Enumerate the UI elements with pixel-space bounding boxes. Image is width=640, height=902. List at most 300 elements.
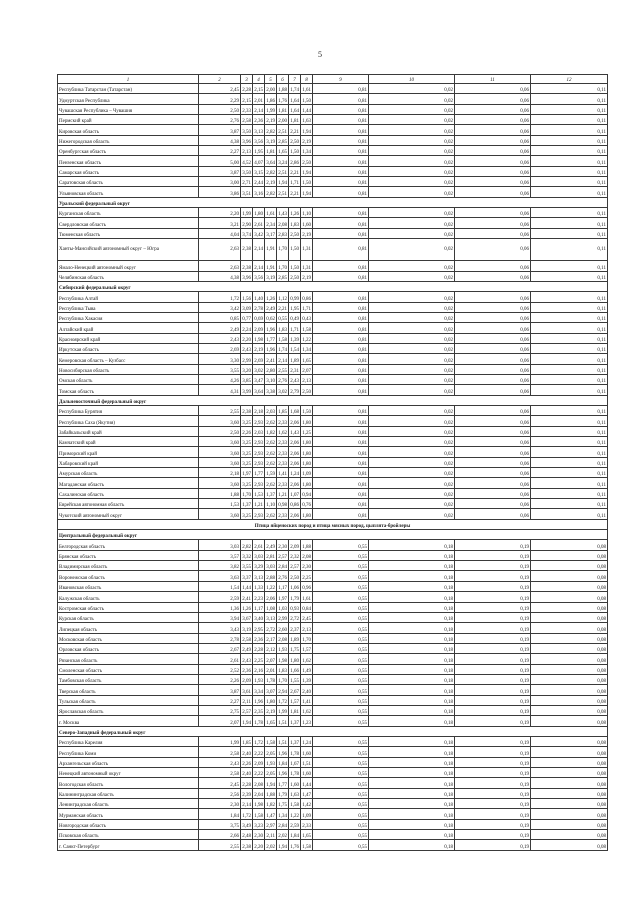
value-cell: 0,11 <box>531 468 608 478</box>
value-cell: 1,34 <box>301 343 313 353</box>
value-cell: 3,13 <box>265 612 277 622</box>
table-row <box>58 405 608 415</box>
value-cell: 1,51 <box>277 736 289 746</box>
value-cell: 2,82 <box>265 125 277 135</box>
value-cell: 0,02 <box>369 312 455 322</box>
region-name-cell: Алтайский край <box>58 323 199 333</box>
table-row <box>58 768 608 778</box>
value-cell: 3,67 <box>241 612 253 622</box>
value-cell: 0,81 <box>313 104 369 114</box>
value-cell: 2,19 <box>265 177 277 187</box>
value-cell: 3,96 <box>241 135 253 145</box>
region-name-cell: Ханты-Мансийский автономный округ – Югра <box>58 239 199 261</box>
federal-district-title: Дальневосточный федеральный округ <box>58 395 608 405</box>
value-cell: 1,83 <box>277 323 289 333</box>
value-cell: 0,55 <box>313 716 369 726</box>
value-cell: 2,08 <box>277 218 289 228</box>
table-row <box>58 716 608 726</box>
value-cell: 1,10 <box>301 208 313 218</box>
table-row <box>58 156 608 166</box>
value-cell: 1,72 <box>277 695 289 705</box>
value-cell: 2,05 <box>265 747 277 757</box>
value-cell: 2,50 <box>199 426 241 436</box>
region-name-cell: Красноярский край <box>58 333 199 343</box>
value-cell: 0,55 <box>313 664 369 674</box>
value-cell: 2,82 <box>241 540 253 550</box>
value-cell: 0,55 <box>313 633 369 643</box>
value-cell: 0,18 <box>369 602 455 612</box>
table-row <box>58 84 608 94</box>
value-cell: 3,86 <box>199 187 241 197</box>
value-cell: 0,55 <box>313 840 369 850</box>
value-cell: 2,62 <box>265 447 277 457</box>
value-cell: 0,08 <box>531 736 608 746</box>
table-row <box>58 592 608 602</box>
value-cell: 1,66 <box>289 664 301 674</box>
value-cell: 0,02 <box>369 187 455 197</box>
value-cell: 0,11 <box>531 84 608 94</box>
value-cell: 0,02 <box>369 426 455 436</box>
value-cell: 0,55 <box>313 592 369 602</box>
value-cell: 3,87 <box>199 685 241 695</box>
value-cell: 2,61 <box>253 540 265 550</box>
value-cell: 2,09 <box>253 323 265 333</box>
value-cell: 0,18 <box>369 747 455 757</box>
value-cell: 0,06 <box>455 115 531 125</box>
value-cell: 2,50 <box>289 135 301 145</box>
coefficients-table <box>57 74 608 851</box>
table-row <box>58 374 608 384</box>
value-cell: 1,07 <box>289 488 301 498</box>
value-cell: 0,06 <box>455 84 531 94</box>
region-name-cell: Пензенская область <box>58 156 199 166</box>
value-cell: 0,11 <box>531 156 608 166</box>
value-cell: 0,06 <box>455 187 531 197</box>
value-cell: 1,64 <box>289 94 301 104</box>
value-cell: 0,81 <box>313 292 369 302</box>
value-cell: 0,18 <box>369 788 455 798</box>
value-cell: 0,06 <box>455 426 531 436</box>
value-cell: 1,58 <box>301 323 313 333</box>
value-cell: 0,81 <box>313 135 369 145</box>
value-cell: 0,18 <box>369 561 455 571</box>
value-cell: 1,60 <box>301 747 313 757</box>
value-cell: 3,61 <box>241 685 253 695</box>
value-cell: 1,24 <box>289 468 301 478</box>
value-cell: 1,71 <box>301 302 313 312</box>
table-row <box>58 104 608 114</box>
value-cell: 0,11 <box>531 187 608 197</box>
value-cell: 0,06 <box>455 323 531 333</box>
value-cell: 1,94 <box>265 778 277 788</box>
column-header: 2 <box>199 75 241 84</box>
value-cell: 1,63 <box>289 788 301 798</box>
value-cell: 1,94 <box>301 125 313 135</box>
value-cell: 1,98 <box>253 333 265 343</box>
table-row <box>58 426 608 436</box>
value-cell: 1,50 <box>289 261 301 271</box>
value-cell: 2,20 <box>241 333 253 343</box>
value-cell: 0,11 <box>531 125 608 135</box>
value-cell: 1,77 <box>265 333 277 343</box>
value-cell: 1,88 <box>265 788 277 798</box>
region-name-cell: Чукотский автономный округ <box>58 509 199 519</box>
value-cell: 3,63 <box>199 571 241 581</box>
value-cell: 2,09 <box>289 540 301 550</box>
value-cell: 3,87 <box>199 166 241 176</box>
table-row <box>58 323 608 333</box>
value-cell: 1,80 <box>301 509 313 519</box>
value-cell: 0,19 <box>455 581 531 591</box>
value-cell: 3,19 <box>241 623 253 633</box>
value-cell: 1,99 <box>199 736 241 746</box>
value-cell: 1,75 <box>289 643 301 653</box>
table-row <box>58 239 608 261</box>
value-cell: 2,61 <box>253 218 265 228</box>
value-cell: 0,81 <box>313 239 369 261</box>
region-name-cell: Республика Саха (Якутия) <box>58 416 199 426</box>
value-cell: 0,18 <box>369 819 455 829</box>
value-cell: 1,68 <box>289 405 301 415</box>
value-cell: 2,00 <box>265 84 277 94</box>
value-cell: 3,47 <box>253 374 265 384</box>
value-cell: 2,04 <box>253 788 265 798</box>
value-cell: 2,50 <box>199 104 241 114</box>
value-cell: 0,11 <box>531 208 608 218</box>
value-cell: 2,58 <box>199 768 241 778</box>
value-cell: 0,11 <box>531 94 608 104</box>
region-name-cell: Оренбургская область <box>58 146 199 156</box>
value-cell: 2,83 <box>277 228 289 238</box>
value-cell: 1,94 <box>241 716 253 726</box>
value-cell: 1,25 <box>301 426 313 436</box>
value-cell: 1,60 <box>301 768 313 778</box>
value-cell: 0,11 <box>531 177 608 187</box>
value-cell: 2,28 <box>253 643 265 653</box>
value-cell: 1,31 <box>301 261 313 271</box>
value-cell: 1,50 <box>301 405 313 415</box>
value-cell: 3,75 <box>199 819 241 829</box>
value-cell: 2,30 <box>301 561 313 571</box>
value-cell: 1,77 <box>253 468 265 478</box>
value-cell: 2,32 <box>289 550 301 560</box>
value-cell: 2,19 <box>265 705 277 715</box>
value-cell: 1,70 <box>277 261 289 271</box>
value-cell: 1,65 <box>265 716 277 726</box>
region-name-cell: Мурманская область <box>58 809 199 819</box>
table-row <box>58 809 608 819</box>
value-cell: 2,21 <box>277 302 289 312</box>
value-cell: 1,88 <box>301 540 313 550</box>
value-cell: 0,94 <box>301 488 313 498</box>
value-cell: 1,80 <box>301 447 313 457</box>
value-cell: 1,44 <box>301 104 313 114</box>
value-cell: 0,55 <box>313 602 369 612</box>
value-cell: 0,55 <box>313 695 369 705</box>
value-cell: 1,98 <box>253 799 265 809</box>
value-cell: 2,15 <box>241 94 253 104</box>
value-cell: 2,08 <box>277 633 289 643</box>
value-cell: 2,21 <box>289 125 301 135</box>
value-cell: 0,19 <box>455 705 531 715</box>
value-cell: 2,58 <box>241 115 253 125</box>
value-cell: 0,81 <box>313 146 369 156</box>
federal-district-title: Центральный федеральный округ <box>58 530 608 540</box>
value-cell: 0,18 <box>369 830 455 840</box>
value-cell: 0,69 <box>253 312 265 322</box>
value-cell: 3,10 <box>265 374 277 384</box>
value-cell: 3,09 <box>241 302 253 312</box>
value-cell: 2,62 <box>265 478 277 488</box>
value-cell: 0,55 <box>313 643 369 653</box>
value-cell: 1,42 <box>301 799 313 809</box>
value-cell: 2,12 <box>265 643 277 653</box>
value-cell: 0,11 <box>531 292 608 302</box>
value-cell: 0,55 <box>313 705 369 715</box>
value-cell: 0,18 <box>369 840 455 850</box>
value-cell: 0,08 <box>531 840 608 850</box>
value-cell: 0,81 <box>313 499 369 509</box>
value-cell: 1,93 <box>277 643 289 653</box>
value-cell: 0,18 <box>369 664 455 674</box>
value-cell: 0,81 <box>313 302 369 312</box>
value-cell: 0,08 <box>531 602 608 612</box>
value-cell: 0,06 <box>455 146 531 156</box>
value-cell: 0,19 <box>455 757 531 767</box>
value-cell: 1,53 <box>253 488 265 498</box>
value-cell: 2,06 <box>265 592 277 602</box>
value-cell: 2,16 <box>253 664 265 674</box>
value-cell: 0,19 <box>455 819 531 829</box>
value-cell: 0,02 <box>369 125 455 135</box>
region-name-cell: Республика Тыва <box>58 302 199 312</box>
value-cell: 0,81 <box>313 478 369 488</box>
value-cell: 1,96 <box>277 768 289 778</box>
value-cell: 0,11 <box>531 499 608 509</box>
value-cell: 1,03 <box>277 602 289 612</box>
value-cell: 0,84 <box>301 602 313 612</box>
value-cell: 0,81 <box>313 457 369 467</box>
value-cell: 0,06 <box>455 364 531 374</box>
page-number: 5 <box>318 50 322 59</box>
value-cell: 0,81 <box>313 447 369 457</box>
value-cell: 0,06 <box>455 333 531 343</box>
value-cell: 3,60 <box>199 457 241 467</box>
value-cell: 0,02 <box>369 364 455 374</box>
region-name-cell: Брянская область <box>58 550 199 560</box>
value-cell: 2,15 <box>253 84 265 94</box>
value-cell: 3,85 <box>241 374 253 384</box>
value-cell: 0,86 <box>289 499 301 509</box>
value-cell: 1,80 <box>289 654 301 664</box>
value-cell: 0,06 <box>455 385 531 395</box>
value-cell: 2,99 <box>241 354 253 364</box>
table-row <box>58 166 608 176</box>
value-cell: 3,60 <box>199 509 241 519</box>
value-cell: 0,06 <box>455 468 531 478</box>
value-cell: 1,54 <box>199 581 241 591</box>
value-cell: 2,06 <box>289 447 301 457</box>
value-cell: 0,55 <box>313 788 369 798</box>
value-cell: 0,55 <box>313 778 369 788</box>
table-row <box>58 261 608 271</box>
value-cell: 0,18 <box>369 705 455 715</box>
value-cell: 2,09 <box>241 674 253 684</box>
value-cell: 1,41 <box>301 695 313 705</box>
value-cell: 2,08 <box>253 778 265 788</box>
value-cell: 1,53 <box>199 499 241 509</box>
value-cell: 0,86 <box>301 292 313 302</box>
value-cell: 4,26 <box>199 374 241 384</box>
value-cell: 0,81 <box>313 364 369 374</box>
region-name-cell: Челябинская область <box>58 271 199 281</box>
value-cell: 1,85 <box>277 405 289 415</box>
column-header: 10 <box>369 75 455 84</box>
value-cell: 2,14 <box>253 104 265 114</box>
value-cell: 1,81 <box>289 115 301 125</box>
value-cell: 0,02 <box>369 156 455 166</box>
value-cell: 0,19 <box>455 674 531 684</box>
value-cell: 0,08 <box>531 623 608 633</box>
column-header: 5 <box>265 75 277 84</box>
table-row <box>58 623 608 633</box>
value-cell: 1,61 <box>301 592 313 602</box>
value-cell: 0,06 <box>455 488 531 498</box>
value-cell: 0,02 <box>369 84 455 94</box>
value-cell: 0,19 <box>455 550 531 560</box>
value-cell: 0,81 <box>313 218 369 228</box>
value-cell: 2,93 <box>253 437 265 447</box>
table-row <box>58 540 608 550</box>
value-cell: 0,02 <box>369 333 455 343</box>
value-cell: 0,11 <box>531 333 608 343</box>
value-cell: 0,81 <box>313 84 369 94</box>
value-cell: 1,58 <box>289 799 301 809</box>
value-cell: 0,18 <box>369 633 455 643</box>
value-cell: 2,76 <box>277 374 289 384</box>
region-name-cell: Рязанская область <box>58 654 199 664</box>
value-cell: 2,52 <box>199 664 241 674</box>
region-name-cell: Костромская область <box>58 602 199 612</box>
value-cell: 2,36 <box>253 115 265 125</box>
value-cell: 0,06 <box>455 499 531 509</box>
value-cell: 3,82 <box>199 561 241 571</box>
value-cell: 2,49 <box>265 302 277 312</box>
value-cell: 2,38 <box>241 405 253 415</box>
value-cell: 1,78 <box>265 674 277 684</box>
region-name-cell: г. Москва <box>58 716 199 726</box>
value-cell: 0,43 <box>301 312 313 322</box>
table-row <box>58 602 608 612</box>
value-cell: 0,06 <box>455 302 531 312</box>
value-cell: 1,79 <box>289 592 301 602</box>
value-cell: 3,19 <box>265 271 277 281</box>
value-cell: 0,19 <box>455 747 531 757</box>
value-cell: 0,11 <box>531 312 608 322</box>
value-cell: 0,02 <box>369 478 455 488</box>
value-cell: 1,88 <box>199 488 241 498</box>
value-cell: 1,50 <box>301 94 313 104</box>
table-row <box>58 437 608 447</box>
value-cell: 1,62 <box>301 705 313 715</box>
value-cell: 4,04 <box>199 228 241 238</box>
value-cell: 0,55 <box>313 809 369 819</box>
value-cell: 2,71 <box>241 177 253 187</box>
region-name-cell: Орловская область <box>58 643 199 653</box>
value-cell: 2,56 <box>199 788 241 798</box>
region-name-cell: Ненецкий автономный округ <box>58 768 199 778</box>
value-cell: 0,85 <box>199 312 241 322</box>
value-cell: 1,84 <box>199 809 241 819</box>
table-row <box>58 385 608 395</box>
value-cell: 0,19 <box>455 612 531 622</box>
value-cell: 1,89 <box>289 633 301 643</box>
value-cell: 1,39 <box>301 674 313 684</box>
region-name-cell: Вологодская область <box>58 778 199 788</box>
table-row <box>58 135 608 145</box>
value-cell: 2,03 <box>253 426 265 436</box>
value-cell: 0,19 <box>455 633 531 643</box>
value-cell: 3,24 <box>277 156 289 166</box>
value-cell: 1,99 <box>265 104 277 114</box>
region-name-cell: г. Санкт-Петербург <box>58 840 199 850</box>
value-cell: 0,11 <box>531 405 608 415</box>
value-cell: 0,02 <box>369 166 455 176</box>
value-cell: 1,34 <box>301 146 313 156</box>
value-cell: 0,08 <box>531 561 608 571</box>
value-cell: 0,81 <box>313 166 369 176</box>
value-cell: 0,81 <box>313 271 369 281</box>
region-name-cell: Томская область <box>58 385 199 395</box>
value-cell: 1,43 <box>277 208 289 218</box>
value-cell: 0,08 <box>531 581 608 591</box>
value-cell: 0,08 <box>531 664 608 674</box>
value-cell: 3,60 <box>199 478 241 488</box>
region-name-cell: Камчатский край <box>58 437 199 447</box>
column-header: 7 <box>289 75 301 84</box>
value-cell: 1,50 <box>301 177 313 187</box>
value-cell: 3,21 <box>199 218 241 228</box>
section-header-row <box>58 281 608 291</box>
section-header-row <box>58 530 608 540</box>
value-cell: 1,72 <box>199 292 241 302</box>
value-cell: 0,19 <box>455 561 531 571</box>
value-cell: 1,70 <box>277 239 289 261</box>
value-cell: 2,21 <box>289 187 301 197</box>
value-cell: 0,18 <box>369 592 455 602</box>
value-cell: 2,84 <box>277 561 289 571</box>
value-cell: 1,80 <box>253 208 265 218</box>
value-cell: 3,64 <box>253 385 265 395</box>
value-cell: 0,02 <box>369 437 455 447</box>
value-cell: 2,19 <box>301 135 313 145</box>
value-cell: 1,94 <box>301 166 313 176</box>
value-cell: 0,19 <box>455 840 531 850</box>
value-cell: 0,19 <box>455 654 531 664</box>
table-row <box>58 581 608 591</box>
value-cell: 0,02 <box>369 354 455 364</box>
table-row <box>58 736 608 746</box>
value-cell: 0,55 <box>313 799 369 809</box>
value-cell: 2,26 <box>241 426 253 436</box>
value-cell: 0,11 <box>531 104 608 114</box>
value-cell: 1,70 <box>301 633 313 643</box>
value-cell: 3,43 <box>199 623 241 633</box>
value-cell: 1,82 <box>265 426 277 436</box>
value-cell: 0,08 <box>531 674 608 684</box>
value-cell: 0,81 <box>313 323 369 333</box>
table-row <box>58 509 608 519</box>
